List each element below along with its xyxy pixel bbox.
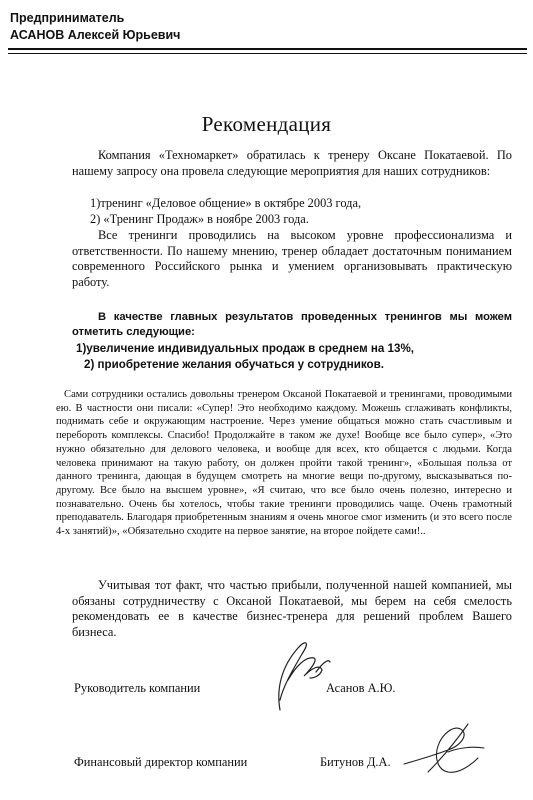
intro-paragraph-2: Все тренинги проводились на высоком уровне профессионализма и ответственности. По нашему мнению, тренер обладает достаточным пониманием современного Российского рынка и умением организовывать практическую работу. [72,228,512,289]
signature-scribble-bitunov [398,714,488,784]
results-list [72,341,512,372]
results-list-item: 2) приобретение желания обучаться у сотрудников. [84,357,384,371]
intro-list-item: 1)тренинг «Деловое общение» в октябре 2003 года, [90,196,362,210]
signature-scribble-asanov [258,628,338,718]
signature-name: Битунов Д.А. [320,755,391,769]
intro-list-item: 2) «Тренинг Продаж» в ноябре 2003 года. [90,211,309,226]
header-title-line1: Предприниматель [10,11,125,25]
intro-paragraph: Компания «Техномаркет» обратилась к тренеру Оксане Покатаевой. По нашему запросу она провела следующие мероприятия для наших сотрудников: [72,148,512,178]
header-rule-bottom [8,53,527,54]
employee-quotes: Сами сотрудники остались довольны тренером Оксаной Покатаевой и тренингами, проводимыми ею. В частности они писали: «Супер! Это необходимо каждому. Можешь сглаживать конфликты, поднимать себе и окружающим настроение. Через умение общаться можно стать счастливым и перебороть комплексы. Спасибо! Продолжайте в таком же духе! Вообще все было супер», «Это нужно обязательно для делового человека, и вообще для всех, кто общается с людьми. Когда человека принимают на такую работу, он должен пройти такой тренинг», «Большая польза от данного тренинга, дающая в будущем смотреть на многие вещи по-другому, высказываться по-другому. Все было на высшем уровне», «Я считаю, что все было очень полезно, интересно и познавательно. Очень бы хотелось, чтобы такие тренинги проводились чаще. Очень грамотный преподаватель. Благодаря приобретенным знаниям я очень многое смог изменить (и это всего после 4-х занятий)», «Обязательно сходите на первое занятие, на второе пойдете сами!.. [56,389,512,538]
document-title: Рекомендация [201,112,332,136]
results-list-item: 1)увеличение индивидуальных продаж в среднем на 13%, [76,342,414,355]
header-title-line2: АСАНОВ Алексей Юрьевич [10,28,181,42]
signature-name: Асанов А.Ю. [326,681,396,695]
intro-list [72,196,512,227]
results-lead: В качестве главных результатов проведенных тренингов мы можем отметить следующие: [72,311,512,338]
header-rule-top [8,48,527,50]
conclusion-paragraph: Учитывая тот факт, что частью прибыли, полученной нашей компанией, мы обязаны сотрудничеству с Оксаной Покатаевой, мы берем на себя смелость рекомендовать ее в качестве бизнес-тренера для решений проблем Вашего бизнеса. [72,578,512,639]
signature-role: Руководитель компании [74,681,201,695]
signature-role: Финансовый директор компании [74,755,248,769]
